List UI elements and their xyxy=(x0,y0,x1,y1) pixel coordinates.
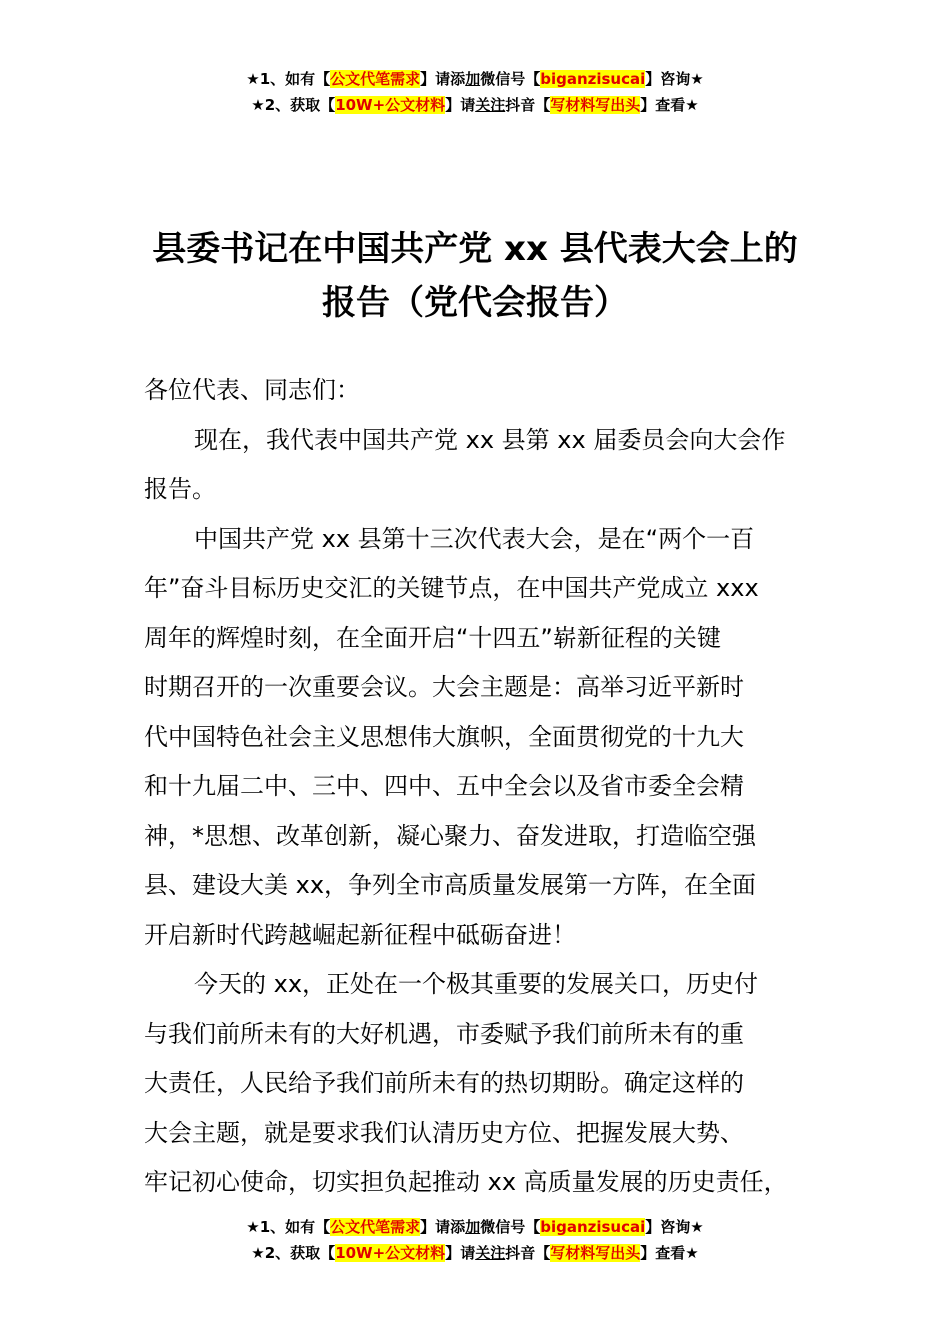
document-body xyxy=(144,366,814,1208)
paragraph-line: 中国共产党 xx 县第十三次代表大会，是在“两个一百 xyxy=(194,524,755,553)
salutation: 各位代表、同志们： xyxy=(144,376,360,404)
highlight-service: 公文代笔需求 xyxy=(330,70,421,88)
paragraph-line: 报告。 xyxy=(144,475,216,503)
paragraph-3 xyxy=(144,960,814,1208)
promo-line-2: ★2、获取【10W+公文材料】请关注抖音【写材料写出头】查看★ xyxy=(251,1244,699,1262)
highlight-douyin-account: 写材料写出头 xyxy=(550,96,641,114)
highlight-materials: 10W+公文材料 xyxy=(335,96,446,114)
header-promo-banner xyxy=(0,66,950,118)
highlight-douyin-account: 写材料写出头 xyxy=(550,1244,641,1262)
paragraph-line: 大会主题，就是要求我们认清历史方位、把握发展大势、 xyxy=(144,1118,744,1147)
paragraph-line: 现在，我代表中国共产党 xx 县第 xx 届委员会向大会作 xyxy=(194,425,786,454)
highlight-service: 公文代笔需求 xyxy=(330,1218,421,1236)
footer-promo-banner xyxy=(0,1214,950,1266)
paragraph-line: 县、建设大美 xx，争列全市高质量发展第一方阵，在全面 xyxy=(144,871,757,899)
highlight-materials: 10W+公文材料 xyxy=(335,1244,446,1262)
paragraph-line: 神，*思想、改革创新，凝心聚力、奋发进取，打造临空强 xyxy=(144,821,756,850)
paragraph-line: 牢记初心使命，切实担负起推动 xx 高质量发展的历史责任， xyxy=(144,1168,788,1196)
promo-line-2: ★2、获取【10W+公文材料】请关注抖音【写材料写出头】查看★ xyxy=(251,96,699,114)
highlight-wechat-id: biganzisucai xyxy=(540,1218,646,1236)
promo-line-1: ★1、如有【公文代笔需求】请添加微信号【biganzisucai】咨询★ xyxy=(246,1218,704,1236)
paragraph-line: 和十九届二中、三中、四中、五中全会以及省市委全会精 xyxy=(144,772,744,800)
promo-line-1: ★1、如有【公文代笔需求】请添加微信号【biganzisucai】咨询★ xyxy=(246,70,704,88)
highlight-wechat-id: biganzisucai xyxy=(540,70,646,88)
title-line-1: 县委书记在中国共产党 xx 县代表大会上的 xyxy=(152,229,798,269)
paragraph-line: 大责任，人民给予我们前所未有的热切期盼。确定这样的 xyxy=(144,1069,744,1097)
paragraph-line: 年”奋斗目标历史交汇的关键节点，在中国共产党成立 xxx xyxy=(144,574,759,602)
paragraph-line: 开启新时代跨越崛起新征程中砥砺奋进！ xyxy=(144,920,576,949)
paragraph-line: 周年的辉煌时刻，在全面开启“十四五”崭新征程的关键 xyxy=(144,623,721,652)
paragraph-line: 代中国特色社会主义思想伟大旗帜，全面贯彻党的十九大 xyxy=(144,722,744,751)
paragraph-1 xyxy=(144,416,814,515)
paragraph-line: 与我们前所未有的大好机遇，市委赋予我们前所未有的重 xyxy=(144,1019,744,1048)
document-title xyxy=(0,222,950,330)
paragraph-2 xyxy=(144,515,814,961)
paragraph-line: 时期召开的一次重要会议。大会主题是：高举习近平新时 xyxy=(144,673,744,701)
title-line-2: 报告（党代会报告） xyxy=(322,283,628,323)
paragraph-line: 今天的 xx，正处在一个极其重要的发展关口，历史付 xyxy=(194,970,759,998)
